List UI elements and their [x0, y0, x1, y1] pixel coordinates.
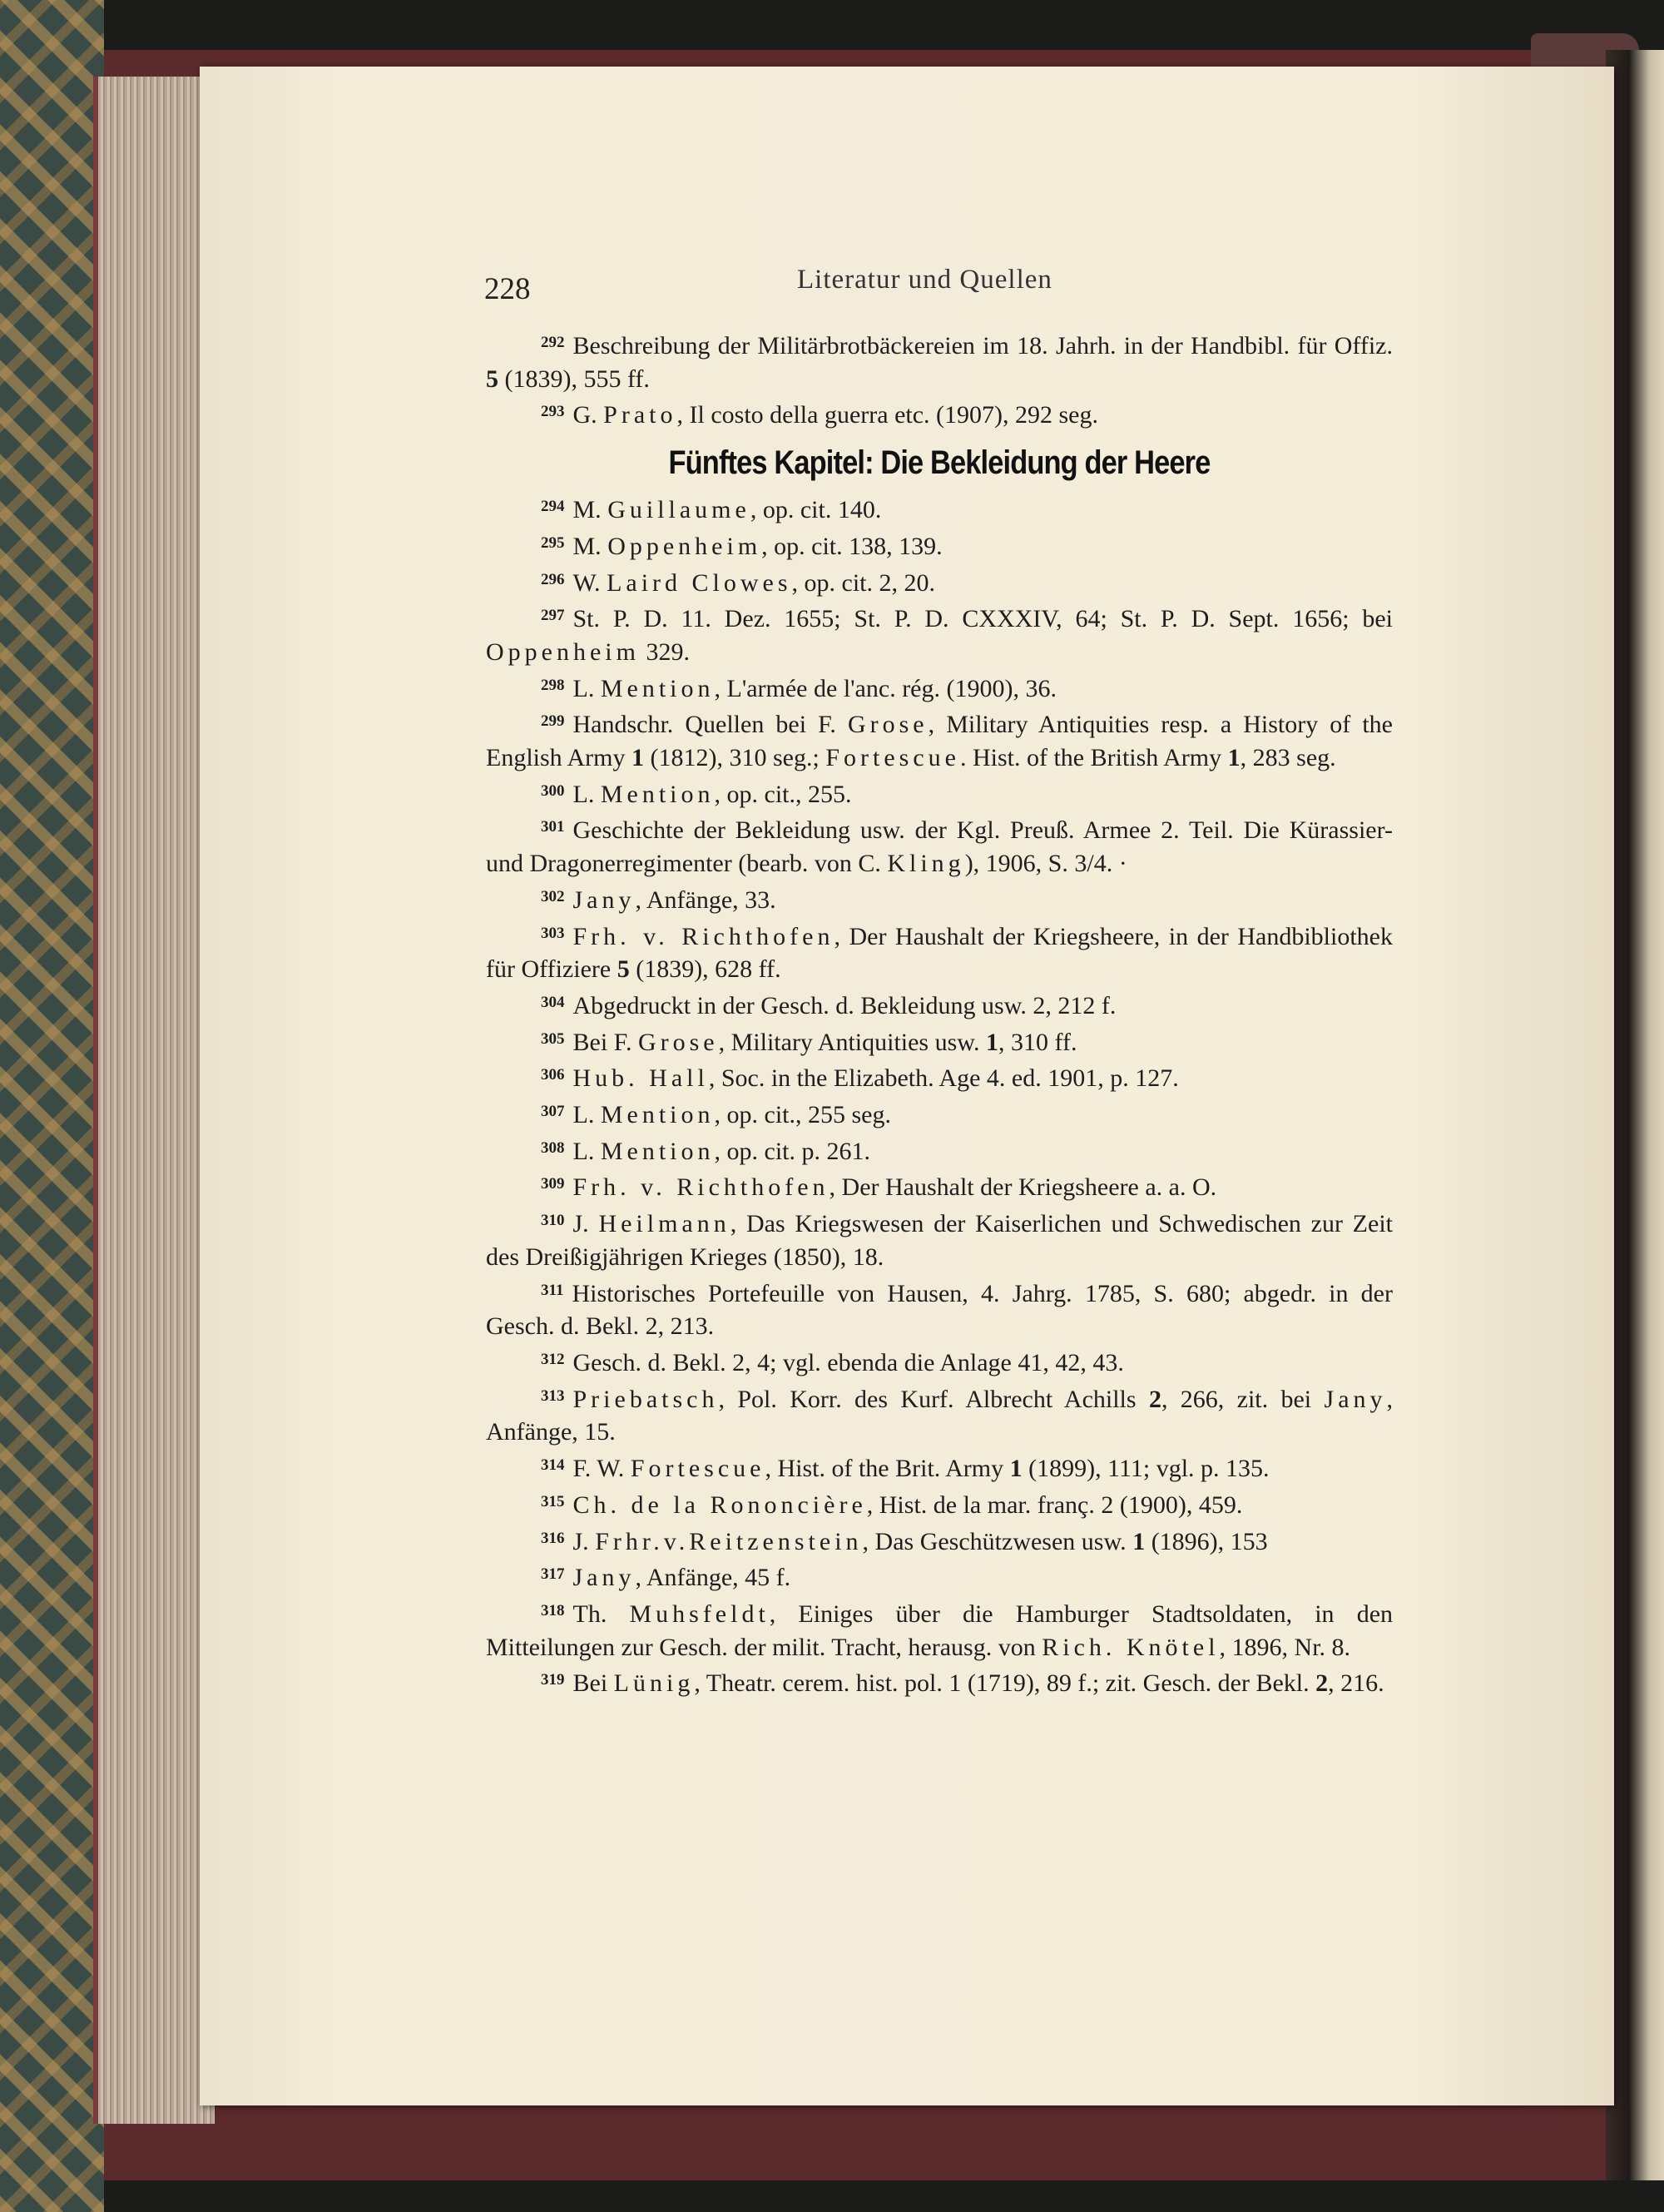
endnote-text: 1: [1132, 1527, 1146, 1555]
endnote-text: L.: [572, 1101, 601, 1129]
author-name: Mention: [600, 1137, 715, 1165]
author-name: Muhsfeldt: [629, 1599, 770, 1628]
endnote-number: 308: [541, 1138, 565, 1157]
endnote: [486, 1558, 1393, 1595]
book-gutter: [1606, 50, 1664, 2180]
endnote-text: Historisches Portefeuille von Hausen, 4. Jahrg. 1785, S. 680; abgedr. in der Gesch. d. Bekl. 2, 213.: [486, 1279, 1393, 1341]
endnote-text: , Hist. de la mar. franç. 2 (1900), 459.: [866, 1490, 1243, 1519]
author-name: Jany: [572, 885, 636, 914]
endnote-number: 298: [541, 676, 565, 694]
endnote-number: 315: [541, 1492, 565, 1510]
endnote-text: (1839), 555 ff.: [498, 365, 650, 393]
endnote-text: , Military Antiquities resp. a History of the English Army: [486, 711, 1393, 772]
author-name: Rich. Knötel: [1042, 1633, 1220, 1661]
author-name: Kling: [887, 850, 965, 878]
endnote-number: 293: [541, 403, 565, 421]
endnote-number: 292: [541, 334, 565, 351]
endnote-number: 318: [541, 1601, 565, 1619]
author-name: Oppenheim: [486, 637, 640, 666]
endnote-text: L.: [572, 780, 601, 808]
endnote-text: 1: [986, 1028, 998, 1056]
endnote-text: , Anfänge, 15.: [486, 1385, 1394, 1446]
endnote-text: Gesch. d. Bekl. 2, 4; vgl. ebenda die Anlage 41, 42, 43.: [572, 1348, 1124, 1376]
endnote-text: Abgedruckt in der Gesch. d. Bekleidung usw. 2, 212 f.: [572, 991, 1117, 1019]
endnote-number: 319: [541, 1671, 565, 1689]
endnote-text: , Der Haushalt der Kriegsheere a. a. O.: [829, 1173, 1217, 1202]
endnote-text: , Anfänge, 33.: [635, 885, 776, 914]
running-title: Literatur und Quellen: [797, 265, 1052, 295]
endnote: [486, 1343, 1393, 1380]
author-name: Frh. v. Richthofen: [572, 922, 834, 950]
author-name: Jany: [1324, 1385, 1387, 1413]
author-name: Laird Clowes: [607, 568, 792, 597]
author-name: Fortescue: [630, 1455, 765, 1483]
author-name: Oppenheim: [607, 532, 762, 560]
endnote-text: , Pol. Korr. des Kurf. Albrecht Achills: [718, 1385, 1149, 1413]
endnote: [486, 880, 1393, 917]
endnote-text: Beschreibung der Militärbrotbäckereien im 18. Jahrh. in der Handbibl. für Offiz.: [572, 332, 1393, 360]
endnote: [486, 1168, 1393, 1204]
endnote-text: ), 1906, S. 3/4. ·: [964, 850, 1127, 878]
endnote-text: J.: [572, 1210, 599, 1238]
endnote-text: , Soc. in the Elizabeth. Age 4. ed. 1901, p. 127.: [708, 1064, 1179, 1093]
endnote-number: 303: [541, 924, 565, 942]
endnote: [486, 395, 1393, 432]
author-name: Fortescue: [825, 744, 960, 772]
endnote-text: Bei: [572, 1669, 614, 1698]
endnote-text: (1839), 628 ff.: [629, 955, 781, 984]
author-name: Grose: [637, 1028, 719, 1056]
endnote-number: 300: [541, 781, 565, 800]
endnote: [486, 1095, 1393, 1132]
endnote-text: , op. cit. 138, 139.: [761, 532, 943, 560]
endnote-number: 312: [541, 1350, 565, 1368]
endnote-number: 302: [541, 887, 565, 905]
author-name: Frhr.v.Reitzenstein: [595, 1527, 863, 1555]
author-name: Grose: [847, 711, 929, 739]
endnote-number: 297: [541, 607, 565, 625]
endnote-text: 2: [1148, 1385, 1161, 1413]
author-name: Priebatsch: [572, 1385, 719, 1413]
endnote: [486, 563, 1393, 600]
author-name: Mention: [600, 674, 715, 702]
endnote-text: , 1896, Nr. 8.: [1219, 1633, 1351, 1661]
endnote: [486, 669, 1393, 706]
endnote-number: 311: [541, 1281, 564, 1299]
author-name: Jany: [572, 1564, 636, 1592]
endnote-text: 329.: [639, 637, 690, 666]
author-name: Mention: [600, 780, 715, 808]
endnote-text: . Hist. of the British Army: [959, 744, 1228, 772]
author-name: Guillaume: [607, 496, 750, 524]
endnote-text: , op. cit., 255.: [714, 780, 852, 808]
endnote: [486, 490, 1393, 527]
page-edges: [93, 77, 215, 2124]
endnote: [486, 811, 1393, 880]
endnote-text: W.: [572, 568, 607, 597]
endnote-text: M.: [572, 532, 608, 560]
endnote-number: 307: [541, 1103, 565, 1121]
author-name: Lünig: [613, 1669, 695, 1698]
page-number: 228: [484, 272, 531, 306]
endnote-text: , Il costo della guerra etc. (1907), 292 seg.: [676, 401, 1098, 429]
endnote-text: 5: [486, 365, 498, 393]
endnote-text: Handschr. Quellen bei F.: [572, 711, 848, 739]
endnote-text: 1: [1227, 744, 1241, 772]
endnote: [486, 1059, 1393, 1095]
endnote-text: Geschichte der Bekleidung usw. der Kgl. Preuß. Armee 2. Teil. Die Kürassier- und Dragonerregimenter (bearb. von C.: [486, 816, 1393, 878]
notes-after-heading: [486, 490, 1393, 1700]
endnote: [486, 1522, 1393, 1559]
endnote-text: , Der Haushalt der Kriegsheere, in der Handbibliothek für Offiziere: [486, 922, 1393, 984]
endnote-number: 316: [541, 1529, 565, 1547]
endnote-text: (1812), 310 seg.;: [644, 744, 826, 772]
author-name: Hub. Hall: [572, 1064, 709, 1093]
author-name: Heilmann: [598, 1210, 730, 1238]
endnote-text: St. P. D. 11. Dez. 1655; St. P. D. CXXXIV, 64; St. P. D. Sept. 1656; bei: [572, 605, 1393, 633]
endnote: [486, 986, 1393, 1023]
endnote-text: , op. cit. 2, 20.: [791, 568, 936, 597]
endnote-number: 309: [541, 1175, 565, 1193]
endnote: [486, 1204, 1393, 1273]
endnote: [486, 705, 1393, 774]
notes-before-heading: [486, 326, 1393, 432]
endnote-text: , op. cit. p. 261.: [714, 1137, 870, 1165]
endnote-number: 299: [541, 712, 565, 731]
endnote-number: 304: [541, 993, 565, 1011]
endnote-number: 294: [541, 498, 565, 516]
endnote-text: , op. cit. 140.: [750, 496, 882, 524]
endnote-text: , 216.: [1328, 1669, 1384, 1698]
running-head: [484, 265, 1399, 315]
endnote: [486, 775, 1393, 811]
endnote: [486, 1380, 1393, 1449]
endnote: [486, 1485, 1393, 1522]
chapter-heading: Fünftes Kapitel: Die Bekleidung der Heere: [668, 444, 1211, 482]
endnote: [486, 1595, 1393, 1664]
endnote: [486, 1274, 1393, 1343]
endnote-text: M.: [572, 496, 608, 524]
author-name: Mention: [600, 1101, 715, 1129]
endnote-text: , Anfänge, 45 f.: [635, 1564, 791, 1592]
endnote-text: J.: [572, 1527, 596, 1555]
endnote-text: Th.: [572, 1599, 630, 1628]
endnote-number: 295: [541, 533, 565, 552]
endnote-text: , 310 ff.: [998, 1028, 1077, 1056]
cover-pattern: [0, 0, 104, 2212]
endnote-text: , Hist. of the Brit. Army: [765, 1455, 1010, 1483]
endnote-number: 301: [541, 818, 565, 836]
endnote-text: L.: [572, 1137, 601, 1165]
endnote-text: Bei F.: [572, 1028, 638, 1056]
endnote-number: 317: [541, 1565, 565, 1584]
endnote-text: 5: [617, 955, 630, 984]
endnote-text: , 266, zit. bei: [1161, 1385, 1325, 1413]
endnote-number: 296: [541, 570, 565, 588]
endnote-text: , Theatr. cerem. hist. pol. 1 (1719), 89 f.; zit. Gesch. der Bekl.: [694, 1669, 1316, 1698]
endnote: [486, 527, 1393, 563]
endnote: [486, 599, 1393, 668]
endnote: [486, 1023, 1393, 1059]
endnote-text: (1896), 153: [1145, 1527, 1268, 1555]
endnote-number: 313: [541, 1386, 565, 1405]
endnote-text: (1899), 111; vgl. p. 135.: [1022, 1455, 1270, 1483]
endnote-text: 1: [1009, 1455, 1023, 1483]
endnote-text: , 283 seg.: [1240, 744, 1336, 772]
endnote-text: , op. cit., 255 seg.: [714, 1101, 891, 1129]
endnote: [486, 1449, 1393, 1485]
endnote-text: , Military Antiquities usw.: [718, 1028, 986, 1056]
endnote: [486, 326, 1393, 395]
endnotes: [486, 326, 1393, 1700]
author-name: Prato: [603, 401, 677, 429]
endnote-text: , L'armée de l'anc. rég. (1900), 36.: [714, 674, 1057, 702]
endnote: [486, 917, 1393, 986]
endnote-number: 306: [541, 1066, 565, 1084]
endnote-text: L.: [572, 674, 601, 702]
endnote-text: , Einiges über die Hamburger Stadtsoldaten, in den Mitteilungen zur Gesch. der milit. Tracht, herausg. von: [486, 1599, 1394, 1661]
author-name: Frh. v. Richthofen: [572, 1173, 830, 1202]
endnote: [486, 1132, 1393, 1168]
endnote-number: 314: [541, 1456, 565, 1475]
endnote-text: F. W.: [572, 1455, 631, 1483]
endnote: [486, 1664, 1393, 1700]
endnote-text: , Das Geschützwesen usw.: [862, 1527, 1133, 1555]
endnote-text: 2: [1315, 1669, 1329, 1698]
endnote-text: 1: [631, 744, 645, 772]
endnote-text: , Das Kriegswesen der Kaiserlichen und Schwedischen zur Zeit des Dreißigjährigen Krieges (1850), 18.: [486, 1210, 1393, 1271]
author-name: Ch. de la Rononcière: [572, 1490, 867, 1519]
endnote-text: G.: [572, 401, 604, 429]
endnote-number: 305: [541, 1029, 565, 1048]
endnote-number: 310: [541, 1212, 565, 1230]
